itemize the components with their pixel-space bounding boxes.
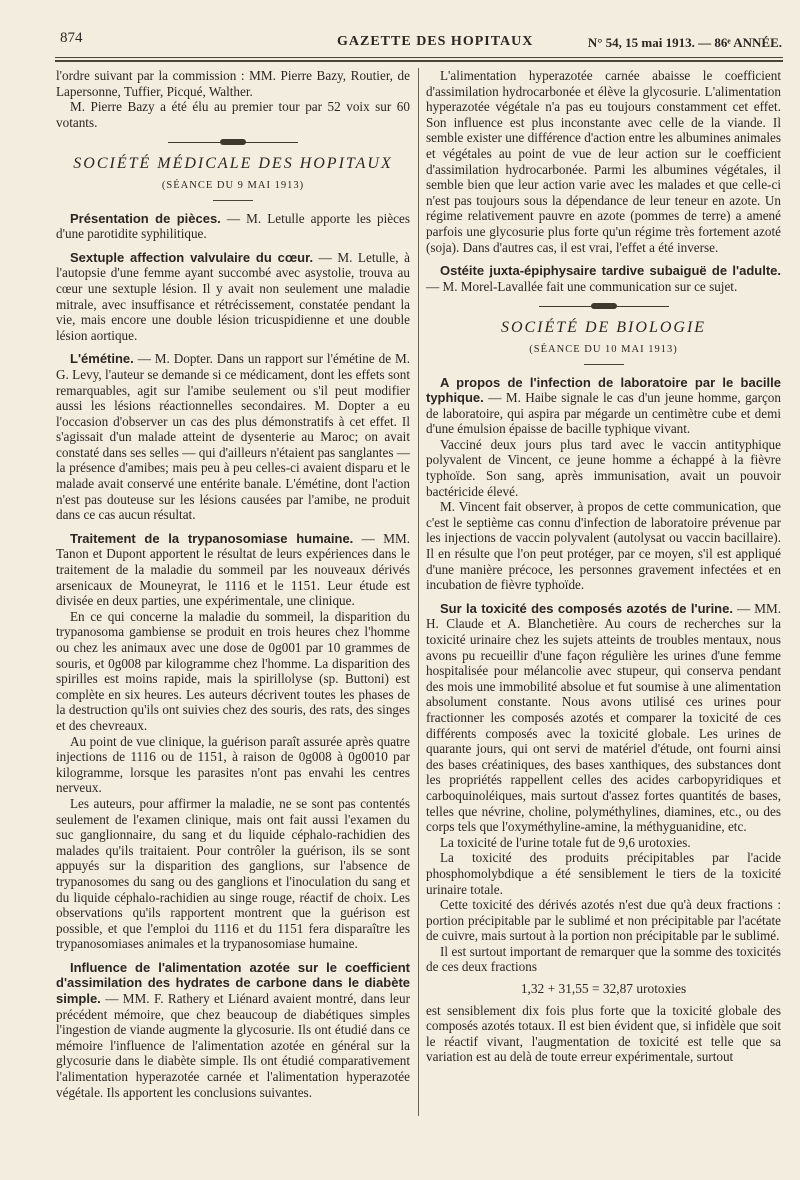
seance-date: (SÉANCE DU 9 MAI 1913) [161, 179, 305, 191]
article-text: — MM. H. Claude et A. Blanchetière. Au cours de recherches sur la toxicité urinaire chez les sujets atteints de troubles mentaux, nous avons pu recueillir d'une façon régulière les urines d'une femme hospitalisée pour mélancolie avec stupeur, qui conserva pendant des mois une immobilité absolue et fut soumise à une alimentation absolument constante. Nous avons utilisé ces urines pour fractionner les composés azotés et comparer la toxicité de ces différents composés avec la toxicité globale. Les urines de quarante jours, qui ont servi de matériel d'étude, ont fourni ainsi des bases créatiniques, des bases xanthiques, des substances dont les propriétés rappellent celles des acides carbopyridiques et carboquinoléiques, mais surtout d'assez fortes quantités de bases, telles que névrine, choline, polyméthylines, diamines, etc., ou des corps tels que l'oxyméthyline-amine, la méthyguanidine, etc. [426, 600, 781, 835]
article-paragraph [56, 351, 410, 523]
journal-title: GAZETTE DES HOPITAUX [337, 34, 534, 49]
page-header [52, 30, 782, 56]
toxicity-formula: 1,32 + 31,55 = 32,87 urotoxies [520, 981, 687, 997]
small-rule [584, 364, 624, 365]
article-title: L'émétine. [70, 351, 134, 367]
article-paragraph: La toxicité des produits précipitables par l'acide phosphomolybdique a été sensiblement le tiers de la toxicité urinaire totale. [426, 850, 781, 897]
article-paragraph [426, 601, 781, 835]
society-heading: SOCIÉTÉ DE BIOLOGIE [500, 319, 707, 337]
article-text: — MM. F. Rathery et Liénard avaient montré, dans leur précédent mémoire, que chez beaucoup de diabétiques simples l'ingestion de viande augmente la glycosurie. Ils ont étudié dans ce mémoire l'influence de l'alimentation azotée en général sur la glycosurie dans le diabète simple. Ils ont étudié comparativement l'alimentation hyperazotée carnée et l'alimentation hyperazotée végétale. Ils apportent les conclusions suivantes. [56, 991, 410, 1100]
article-title: Présentation de pièces. [70, 210, 221, 226]
article-paragraph: Les auteurs, pour affirmer la maladie, ne se sont pas contentés seulement de l'examen clinique, mais ont fait aussi l'examen du suc ganglionnaire, du sang et du liquide céphalo-rachidien des malades qu'ils traitaient. Pour contrôler la guérison, ils se sont appuyés sur la disparition des ganglions, sur l'absence de trypanosomes du sang ou des ganglions et l'inoculation du sang et du liquide céphalo-rachidien au singe rouge, réactif de choix. Les observations qu'ils rapportent montrent que la guérison est possible, et que l'emploi du 1116 et du 1151 fera disparaître les trypanosomiases animales et la trypanosomiase humaine. [56, 795, 410, 952]
election-paragraph: M. Pierre Bazy a été élu au premier tour par 52 voix sur 60 votants. [56, 99, 410, 130]
left-column [56, 68, 410, 1100]
header-rule [55, 57, 783, 58]
page-number: 874 [60, 30, 83, 46]
article-paragraph [426, 263, 781, 294]
section-ornament [168, 138, 298, 146]
article-paragraph [56, 960, 410, 1100]
header-rule-thick [55, 60, 783, 62]
article-text: — M. Letulle, à l'autopsie d'une femme ayant succombé avec asystolie, trouva au cœur une sextuple lésion. Il y avait non seulement une maladie mitrale, avec insuffisance et rétrécissement, constatée pendant la vie, mais encore une double lésion tricuspidienne et une double lésion aortique. [56, 249, 410, 343]
article-text: — M. Dopter. Dans un rapport sur l'émétine de M. G. Levy, l'auteur se demande si ce médicament, dont les effets sont remarquables, agit sur l'amibe seulement ou s'il peut modifier aussi les lésions réactionnelles secondaires. M. Dopter a eu l'occasion d'observer un cas des plus démonstratifs à cet effet. Il s'agissait d'un malade atteint de dysenterie au Maroc; on avait constaté dans ses selles — qui d'ailleurs n'étaient pas sanglantes — la présence d'amibes; mais peu à peu celles-ci avaient disparu et le malade avait conservé une entérite banale. L'émétine, dont l'action n'est pas douteuse sur les lésions causées par l'amibe, ne produit dans ce cas aucun résultat. [56, 351, 410, 523]
article-paragraph: Au point de vue clinique, la guérison paraît assurée après quatre injections de 1116 ou de 1151, à raison de 0g008 à 0g0010 par kilogramme, lorsque les parasites n'ont pas envahi les centres nerveux. [56, 733, 410, 796]
article-paragraph: Cette toxicité des dérivés azotés n'est due qu'à deux fractions : portion précipitable par le sublimé et non précipitable par l'acétate de cuivre, mais surtout à la portion non précipitable par le sublimé. [426, 897, 781, 944]
article-title: Influence de l'alimentation azotée sur le coefficient d'assimilation des hydrates de carbone dans le diabète simple. [56, 959, 410, 1007]
article-paragraph [56, 531, 410, 609]
article-paragraph: La toxicité de l'urine totale fut de 9,6 urotoxies. [440, 834, 691, 850]
article-paragraph: Vacciné deux jours plus tard avec le vaccin antityphique polyvalent de Vincent, ce jeune homme a échappé à la fièvre typhoïde. Son sang, après immunisation, avait un pouvoir bactéricide élevé. [426, 436, 781, 499]
article-text: — M. Morel-Lavallée fait une communication sur ce sujet. [426, 278, 738, 294]
seance-date: (SÉANCE DU 10 MAI 1913) [529, 343, 678, 355]
article-title: Sextuple affection valvulaire du cœur. [70, 249, 314, 265]
article-title: Sur la toxicité des composés azotés de l'urine. [440, 600, 733, 616]
column-divider [418, 68, 419, 1116]
article-title: Ostéite juxta-épiphysaire tardive subaiguë de l'adulte. [440, 263, 781, 279]
article-paragraph: L'alimentation hyperazotée carnée abaisse le coefficient d'assimilation hydrocarbonée et élève la glycosurie. L'alimentation hyperazotée végétale n'a pas eu toujours constamment cet effet. Son influence est plus inconstante avec celle de la viande. Il semble exister une différence d'action entre les albumines animales et végétales au point de vue de leur action sur le coefficient d'assimilation hydrocarbonée. Parmi les albumines végétales, il semble bien que leur action varie avec les malades et que celle-ci n'est pas toujours sous la dépendance de leur teneur en azote. Un régime relativement pauvre en azote (pommes de terre) a amené parfois une glycosurie plus forte qu'un régime très fortement azoté (soja). Dans d'autres cas, il est vrai, l'effet a été inverse. [426, 68, 781, 255]
right-column [426, 68, 781, 1065]
article-paragraph: Il est surtout important de remarquer que la somme des toxicités de ces deux fractions [426, 943, 781, 975]
article-paragraph: En ce qui concerne la maladie du sommeil, la disparition du trypanosoma gambiense se produit en trois heures chez l'homme ou chez les animaux avec une dose de 0g001 par 10 grammes de souris, et 0g008 par kilogramme chez l'homme. La disparition des spirilles est moins rapide, mais la spirillolyse (sp. Buttoni) est complète en six heures. Les auteurs décrivent toutes les phases de la destruction qu'ils ont suivies chez des souris, des rats, des singes et des chevreaux. [56, 608, 410, 733]
small-rule [213, 200, 253, 201]
article-title: A propos de l'infection de laboratoire par le bacille typhique. [426, 374, 781, 406]
intro-paragraph: l'ordre suivant par la commission : MM. Pierre Bazy, Routier, de Lapersonne, Tuffier, Picqué, Walther. [56, 68, 410, 99]
issue-info: N° 54, 15 mai 1913. — 86ᵉ ANNÉE. [587, 35, 782, 50]
section-ornament [539, 302, 669, 310]
article-paragraph: est sensiblement dix fois plus forte que la toxicité globale des composés azotés totaux. Il est bien évident que, si infidèle que soit le réactif vivant, l'augmentation de toxicité est telle que sa variation est au delà de toute erreur expérimentale, surtout [426, 1002, 781, 1065]
article-paragraph [56, 211, 410, 242]
article-text: — M. Haibe signale le cas d'un jeune homme, garçon de laboratoire, qui aspira par mégarde un centimètre cube et demi d'une émulsion épaisse de bacille typhique vivant. [426, 390, 781, 437]
article-paragraph [426, 375, 781, 437]
article-paragraph [56, 250, 410, 344]
article-paragraph: M. Vincent fait observer, à propos de cette communication, que c'est le septième cas connu d'infection de laboratoire prévenue par les injections de vaccin polyvalent (autolysat ou vaccin bacillaire). Il en résulte que l'on peut protéger, par ce moyen, s'il est appliqué d'une manière précoce, les personnes gravement infectées et en incubation de fièvre typhoïde. [426, 499, 781, 593]
article-text: — MM. Tanon et Dupont apportent le résultat de leurs expériences dans le traitement de la maladie du sommeil par les nouveaux dérivés arsenicaux de Mouneyrat, le 1116 et le 1151. Leur étude est divisée en deux parties, une expérimentale, une clinique. [56, 530, 410, 609]
society-heading: SOCIÉTÉ MÉDICALE DES HOPITAUX [73, 155, 393, 173]
article-title: Traitement de la trypanosomiase humaine. [70, 530, 354, 546]
article-text: — M. Letulle apporte les pièces d'une parotidite syphilitique. [56, 210, 410, 242]
